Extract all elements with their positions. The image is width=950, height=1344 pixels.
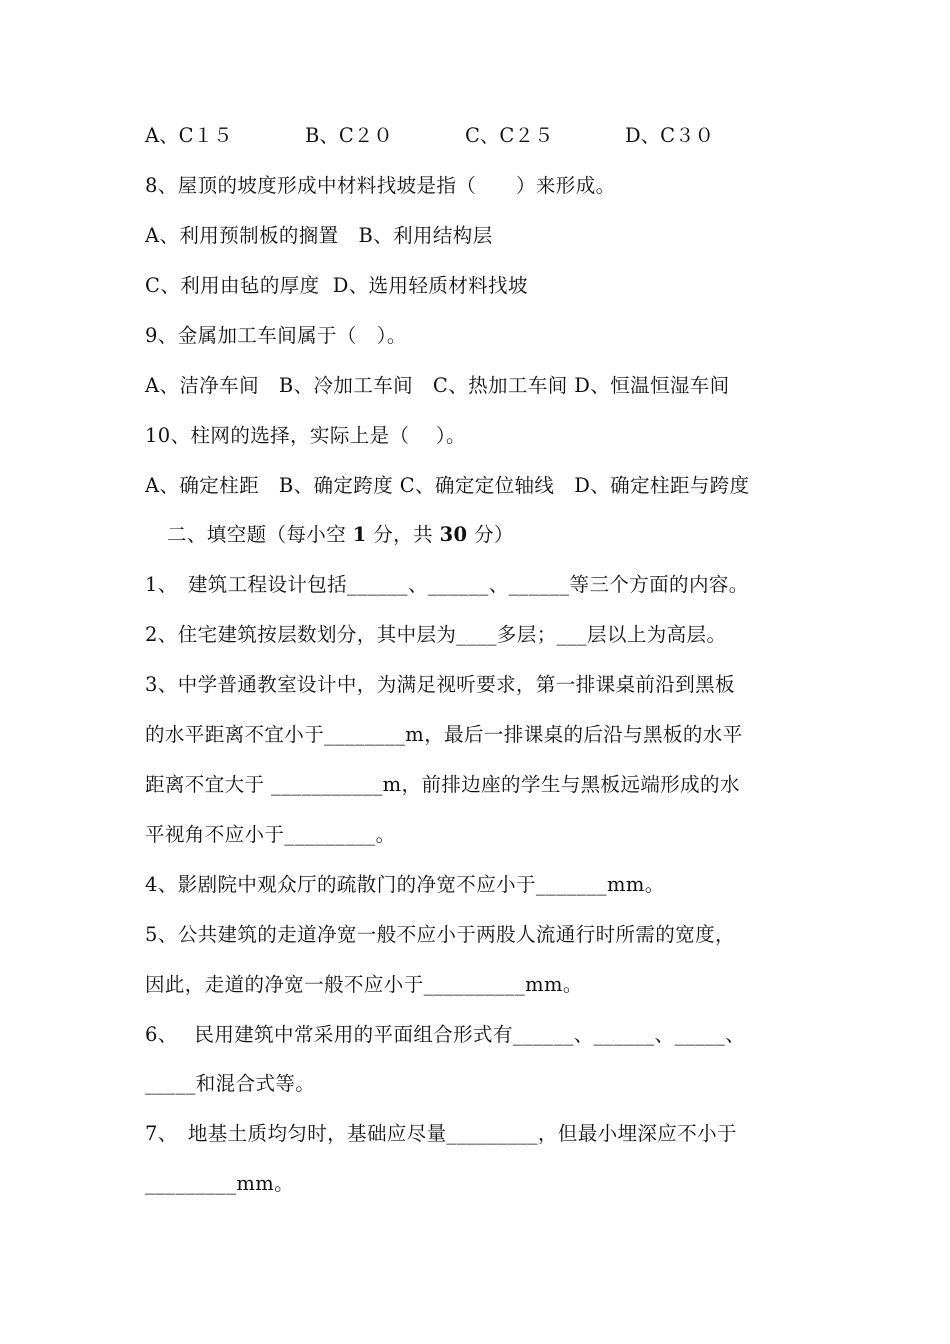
section-mid: 分，共	[366, 523, 440, 546]
fill-q6-line2: _____和混合式等。	[145, 1072, 316, 1095]
q8-options-cd: C、利用由毡的厚度 D、选用轻质材料找坡	[145, 274, 528, 297]
q7-options-row	[145, 116, 785, 156]
section-points-total: 30	[439, 523, 468, 546]
q8-options-ab: A、利用预制板的搁置 B、利用结构层	[145, 224, 493, 247]
fill-q1: 1、 建筑工程设计包括______、______、______等三个方面的内容。	[145, 573, 749, 596]
fill-q5-line1: 5、公共建筑的走道净宽一般不应小于两股人流通行时所需的宽度，	[145, 923, 735, 946]
option-a: A、C１５	[145, 124, 233, 147]
q9-options: A、洁净车间 B、冷加工车间 C、热加工车间 D、恒温恒湿车间	[145, 374, 730, 397]
option-b: B、C２０	[305, 124, 393, 147]
fill-q6-line1: 6、 民用建筑中常采用的平面组合形式有______、______、_____、	[145, 1023, 746, 1046]
fill-q3-line2: 的水平距离不宜小于________m，最后一排课桌的后沿与黑板的水平	[145, 723, 743, 746]
section-suffix: 分）	[467, 523, 514, 546]
option-c: C、C２５	[465, 124, 554, 147]
q9-question: 9、金属加工车间属于（ ）。	[145, 324, 407, 347]
fill-q2: 2、住宅建筑按层数划分，其中层为____多层；___层以上为高层。	[145, 623, 727, 646]
option-d: D、C３０	[625, 124, 715, 147]
section-heading-fill-in	[167, 515, 837, 555]
fill-q3-line4: 平视角不应小于_________。	[145, 823, 396, 846]
section-prefix: 二、填空题（每小空	[167, 523, 353, 546]
fill-q7-line2: _________mm。	[145, 1172, 295, 1195]
fill-q4: 4、影剧院中观众厅的疏散门的净宽不应小于_______mm。	[145, 873, 665, 896]
q10-options: A、确定柱距 B、确定跨度 C、确定定位轴线 D、确定柱距与跨度	[145, 474, 750, 497]
fill-q5-line2: 因此，走道的净宽一般不应小于__________mm。	[145, 973, 583, 996]
section-points-each: 1	[352, 523, 367, 546]
q8-question: 8、屋顶的坡度形成中材料找坡是指（ ）来形成。	[145, 174, 616, 197]
q10-question: 10、柱网的选择，实际上是（ ）。	[145, 424, 466, 447]
fill-q3-line1: 3、中学普通教室设计中，为满足视听要求，第一排课桌前沿到黑板	[145, 673, 735, 696]
fill-q3-line3: 距离不宜大于 ___________m，前排边座的学生与黑板远端形成的水	[145, 773, 740, 796]
fill-q7-line1: 7、 地基土质均匀时，基础应尽量_________，但最小埋深应不小于	[145, 1122, 737, 1145]
